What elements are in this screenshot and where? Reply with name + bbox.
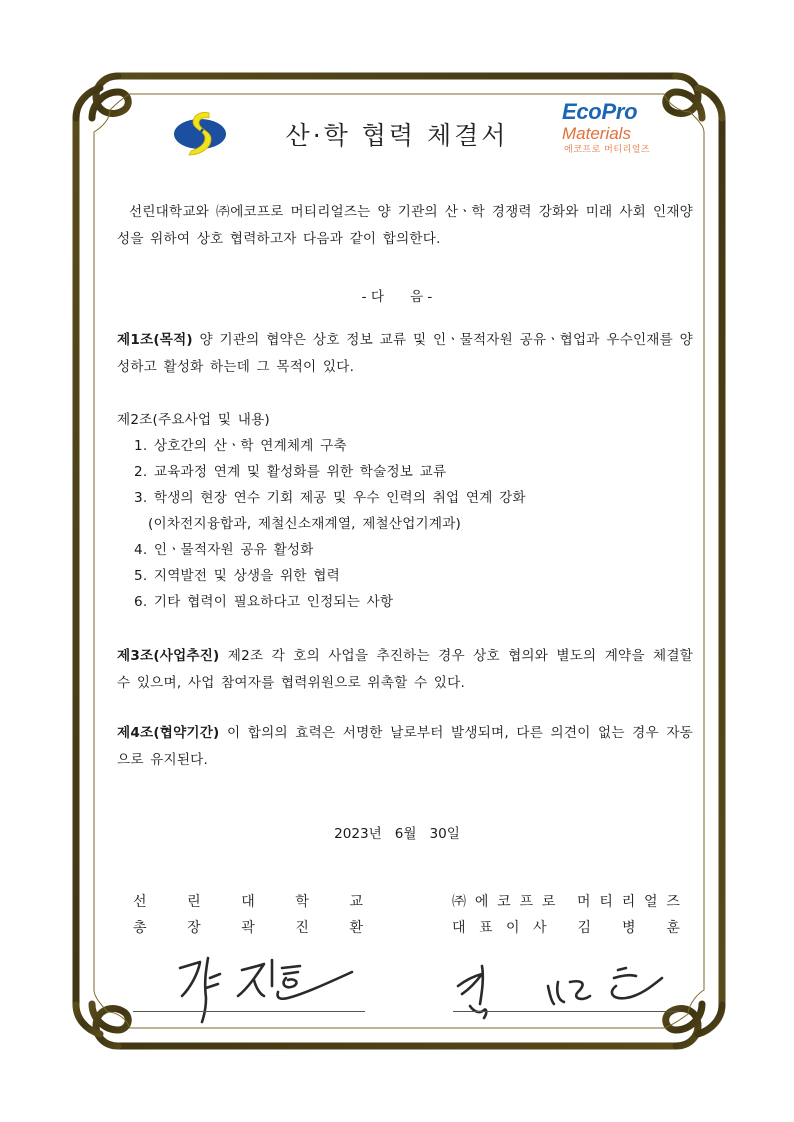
char: 총 <box>133 920 147 936</box>
char: 김 <box>577 920 591 936</box>
char: 로 <box>541 894 556 910</box>
spacer <box>560 917 564 937</box>
intro-paragraph: 선린대학교와 ㈜에코프로 머티리얼즈는 양 기관의 산ㆍ학 경쟁력 강화와 미래 사회 인재양성을 위하여 상호 협력하고자 다음과 같이 합의한다. <box>117 204 693 247</box>
separator-heading: - 다 음 - <box>361 289 433 305</box>
char: 장 <box>187 920 201 936</box>
article-1 <box>117 327 693 381</box>
char: 리 <box>621 894 636 910</box>
ecopro-logo-line1: EcoPro <box>562 99 638 124</box>
char: 진 <box>295 920 309 936</box>
list-item-sub: (이차전지융합과, 제철신소재계열, 제철산업기계과) <box>148 516 462 532</box>
spacer <box>649 917 653 937</box>
article-1-heading: 제1조(목적) <box>117 332 193 348</box>
page-title: 산·학 협력 체결서 <box>285 121 509 150</box>
char: 학 <box>295 894 309 910</box>
list-item: 4. 인ㆍ물적자원 공유 활성화 <box>134 542 314 558</box>
char: 얼 <box>644 894 658 910</box>
article-3-body: 제2조 각 호의 사업을 추진하는 경우 상호 협의와 별도의 계약을 체결할 수 있으며, 사업 참여자를 협력위원으로 위촉할 수 있다. <box>117 648 693 691</box>
char: 환 <box>349 920 363 936</box>
article-2-list <box>134 433 694 615</box>
right-org-name <box>452 891 680 911</box>
char: 즈 <box>666 894 680 910</box>
left-signatory-title-name <box>133 917 363 937</box>
ecopro-logo <box>556 100 676 156</box>
char: 사 <box>533 920 547 936</box>
ecopro-logo-line3: 에코프로 머티리얼즈 <box>564 145 651 155</box>
left-signature <box>160 950 370 1025</box>
char: 에 <box>474 894 489 910</box>
right-signature <box>440 952 680 1027</box>
char: 이 <box>506 920 520 936</box>
list-item: 5. 지역발전 및 상생을 위한 협력 <box>134 568 340 584</box>
spacer <box>564 891 568 911</box>
char: 티 <box>599 894 613 910</box>
right-signature-line <box>453 1011 679 1012</box>
list-item: 6. 기타 협력이 필요하다고 인정되는 사항 <box>134 594 394 610</box>
char: 선 <box>133 894 147 910</box>
char: 훈 <box>666 920 680 936</box>
article-2-heading: 제2조(주요사업 및 내용) <box>117 412 270 428</box>
char: 대 <box>452 920 466 936</box>
article-4-body: 이 합의의 효력은 서명한 날로부터 발생되며, 다른 의견이 없는 경우 자동으로 유지된다. <box>117 725 693 768</box>
char: 린 <box>187 894 201 910</box>
article-4 <box>117 720 693 774</box>
list-item: 2. 교육과정 연계 및 활성화를 위한 학술정보 교류 <box>134 464 447 480</box>
article-1-body: 양 기관의 협약은 상호 정보 교류 및 인ㆍ물적자원 공유ㆍ협업과 우수인재를 양성하고 활성화 하는데 그 목적이 있다. <box>117 332 693 375</box>
char: 병 <box>621 920 636 936</box>
char: ㈜ <box>452 894 466 910</box>
list-item: 3. 학생의 현장 연수 기회 제공 및 우수 인력의 취업 연계 강화 <box>134 490 526 506</box>
article-3-heading: 제3조(사업추진) <box>117 648 220 664</box>
char: 표 <box>479 920 493 936</box>
char: 프 <box>519 894 534 910</box>
article-4-heading: 제4조(협약기간) <box>117 725 220 741</box>
article-3 <box>117 643 693 697</box>
agreement-date: 2023년 6월 30일 <box>334 826 460 842</box>
spacer <box>604 917 608 937</box>
ecopro-logo-line2: Materials <box>562 124 631 143</box>
char: 코 <box>497 894 511 910</box>
char: 곽 <box>241 920 255 936</box>
char: 교 <box>349 894 363 910</box>
left-signature-line <box>133 1011 365 1012</box>
char: 머 <box>577 894 591 910</box>
left-org-name <box>133 891 363 911</box>
right-signatory-title-name <box>452 917 680 937</box>
char: 대 <box>241 894 255 910</box>
list-item: 1. 상호간의 산ㆍ학 연계체계 구축 <box>134 438 347 454</box>
